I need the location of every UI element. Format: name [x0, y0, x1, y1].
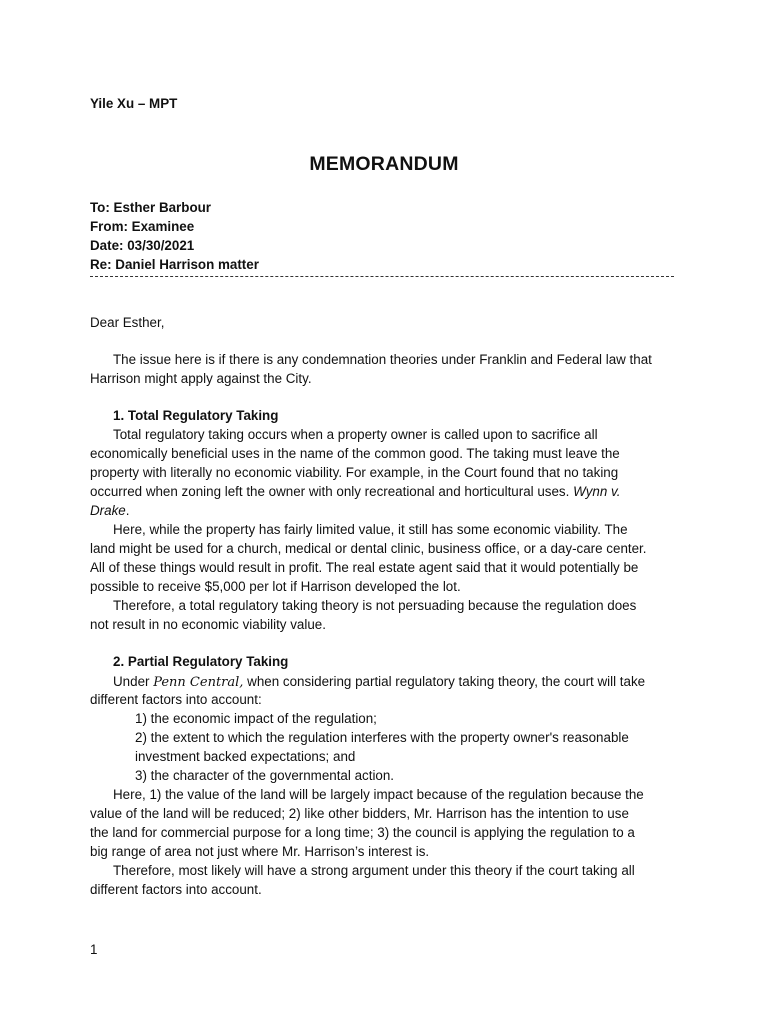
case-citation-wynn: Wynn v. [573, 484, 621, 499]
memo-re: Re: Daniel Harrison matter [90, 257, 259, 272]
factor-2-continued: investment backed expectations; and [135, 749, 356, 764]
section1-p3-line-1: Therefore, a total regulatory taking theory is not persuading because the regulation does [113, 598, 637, 613]
section2-p1-line-2: different factors into account: [90, 692, 262, 707]
section1-heading: 1. Total Regulatory Taking [113, 408, 279, 423]
section2-p1-line-1 [113, 672, 645, 692]
factor-3: 3) the character of the governmental action. [135, 768, 395, 783]
section1-p1-line-2: economically beneficial uses in the name of the common good. The taking must leave the [90, 446, 620, 461]
case-citation-drake: Drake [90, 503, 126, 518]
section2-p1-pre: Under [113, 674, 154, 689]
factor-1: 1) the economic impact of the regulation; [135, 711, 377, 726]
section1-p2-line-1: Here, while the property has fairly limited value, it still has some economic viability. The [113, 522, 628, 537]
section1-p2-line-4: possible to receive $5,000 per lot if Harrison developed the lot. [90, 579, 461, 594]
case-citation-penn-central: Penn Central, [153, 675, 244, 690]
section1-p2-line-3: All of these things would result in profit. The real estate agent said that it would potentially be [90, 560, 639, 575]
section2-p2-line-1: Here, 1) the value of the land will be largely impact because of the regulation because the [113, 787, 644, 802]
header-divider [90, 276, 674, 277]
greeting: Dear Esther, [90, 315, 165, 330]
page-number: 1 [90, 942, 98, 957]
section2-p1-post: when considering partial regulatory taking theory, the court will take [243, 674, 646, 689]
page-title: MEMORANDUM [309, 153, 459, 175]
section1-p3-line-2: not result in no economic viability value. [90, 617, 326, 632]
author-line: Yile Xu – MPT [90, 96, 178, 111]
section1-p1-line-3: property with literally no economic viability. For example, in the Court found that no taking [90, 465, 619, 480]
section2-p2-line-3: the land for commercial purpose for a long time; 3) the council is applying the regulation to a [90, 825, 635, 840]
section1-p2-line-2: land might be used for a church, medical or dental clinic, business office, or a day-care center. [90, 541, 647, 556]
section2-p2-line-4: big range of area not just where Mr. Harrison’s interest is. [90, 844, 430, 859]
memo-date: Date: 03/30/2021 [90, 238, 195, 253]
section1-p1-line-1: Total regulatory taking occurs when a property owner is called upon to sacrifice all [113, 427, 598, 442]
memo-from: From: Examinee [90, 219, 195, 234]
memo-to: To: Esther Barbour [90, 200, 212, 215]
section2-p2-line-2: value of the land will be reduced; 2) like other bidders, Mr. Harrison has the intention to use [90, 806, 629, 821]
section1-p1-line-4-text: occurred when zoning left the owner with only recreational and horticultural uses. [90, 484, 570, 499]
section2-p3-line-1: Therefore, most likely will have a strong argument under this theory if the court taking all [113, 863, 635, 878]
case-citation-period: . [125, 503, 130, 518]
intro-line-1: The issue here is if there is any condemnation theories under Franklin and Federal law that [113, 352, 652, 367]
section1-p1-line-4 [90, 482, 620, 501]
intro-line-2: Harrison might apply against the City. [90, 371, 312, 386]
section1-p1-line-5 [90, 501, 129, 520]
factor-2: 2) the extent to which the regulation interferes with the property owner's reasonable [135, 730, 629, 745]
section2-heading: 2. Partial Regulatory Taking [113, 654, 289, 669]
section2-p3-line-2: different factors into account. [90, 882, 262, 897]
